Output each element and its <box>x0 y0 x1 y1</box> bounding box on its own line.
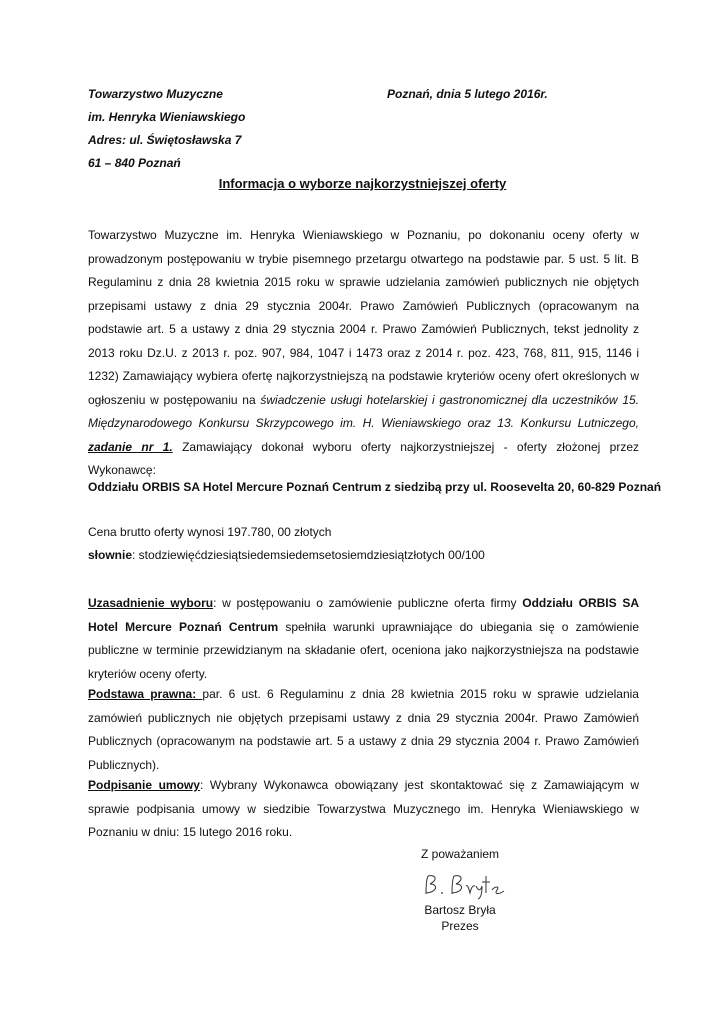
signatory-name: Bartosz Bryła <box>424 903 496 917</box>
legal-basis-label: Podstawa prawna: <box>88 687 203 701</box>
org-patron: im. Henryka Wieniawskiego <box>88 110 246 124</box>
price-words-value: : stodziewięćdziesiątsiedemsiedemsetosiemdziesiątzłotych 00/100 <box>132 548 485 562</box>
handwritten-signature <box>418 870 508 900</box>
justification-firm: Oddziału ORBIS SA Hotel Mercure Poznań Centrum <box>88 596 639 634</box>
price-block <box>88 521 485 567</box>
price-words-label: słownie <box>88 548 133 562</box>
signing-paragraph <box>88 774 639 845</box>
legal-basis-paragraph <box>88 683 639 777</box>
justification-text-a: : w postępowaniu o zamówienie publiczne oferta firmy <box>213 596 523 610</box>
intro-paragraph <box>88 224 639 483</box>
intro-task: zadanie nr 1. <box>88 439 173 454</box>
legal-basis-text: par. 6 ust. 6 Regulaminu z dnia 28 kwietnia 2015 roku w sprawie udzielania zamówień publicznych nie objętych przepisami ustawy z dnia 29 stycznia 2004r. Prawo Zamówień Publicznych (opracowanym na podstawie art. 5 a ustawy z dnia 29 stycznia 2004 r. Prawo Zamówień Publicznych). <box>88 687 639 772</box>
price-words <box>88 544 485 567</box>
intro-service: świadczenie usługi hotelarskiej i gastronomicznej dla uczestników 15. Międzynarodowego Konkursu Skrzypcowego im. H. Wieniawskiego oraz 13. Konkursu Lutniczego, <box>88 392 640 430</box>
org-postal: 61 – 840 Poznań <box>88 156 181 170</box>
signing-label: Podpisanie umowy <box>88 778 200 792</box>
justification-label: Uzasadnienie wyboru <box>88 596 214 610</box>
price-line: Cena brutto oferty wynosi 197.780, 00 złotych <box>88 525 332 539</box>
signing-text: : Wybrany Wykonawca obowiązany jest skontaktować się z Zamawiającym w sprawie podpisania umowy w siedzibie Towarzystwa Muzycznego im. Henryka Wieniawskiego w Poznaniu w dniu: 15 lutego 2016 roku. <box>88 778 640 839</box>
justification-paragraph <box>88 592 639 686</box>
org-name: Towarzystwo Muzyczne <box>88 87 223 101</box>
place-date: Poznań, dnia 5 lutego 2016r. <box>387 87 548 101</box>
org-address: Adres: ul. Świętosławska 7 <box>88 133 242 147</box>
document-title: Informacja o wyborze najkorzystniejszej oferty <box>218 176 507 191</box>
intro-text-a: Towarzystwo Muzyczne im. Henryka Wieniawskiego w Poznaniu, po dokonaniu oceny oferty w prowadzonym postępowaniu w trybie pisemnego przetargu otwartego na podstawie par. 5 ust. 5 lit. B Regulaminu z dnia 28 kwietnia 2015 roku w sprawie udzielania zamówień publicznych nie objętych przepisami ustawy z dnia 29 stycznia 2004r. Prawo Zamówień Publicznych (opracowanym na podstawie art. 5 a ustawy z dnia 29 stycznia 2004 r. Prawo Zamówień Publicznych, tekst jednolity z 2013 roku Dz.U. z 2013 r. poz. 907, 984, 1047 i 1473 oraz z 2014 r. poz. 423, 768, 811, 915, 1146 i 1232) Zamawiający wybiera ofertę najkorzystniejszą na podstawie kryteriów oceny ofert określonych w ogłoszeniu w postępowaniu na <box>88 228 639 407</box>
signatory-role: Prezes <box>441 919 479 933</box>
signatory <box>405 902 515 934</box>
sender-block <box>88 83 245 175</box>
selected-contractor: Oddziału ORBIS SA Hotel Mercure Poznań Centrum z siedzibą przy ul. Roosevelta 20, 60-829 Poznań <box>88 480 662 494</box>
intro-text-b: Zamawiający dokonał wyboru oferty najkorzystniejszej - oferty złożonej przez Wykonawcę: <box>88 439 639 477</box>
closing-greeting: Z poważaniem <box>421 847 500 861</box>
justification-text-b: spełniła warunki uprawniające do ubiegania się o zamówienie publiczne w terminie przewidzianym na składanie ofert, oceniona jako najkorzystniejsza na podstawie kryteriów oceny oferty. <box>88 619 640 681</box>
